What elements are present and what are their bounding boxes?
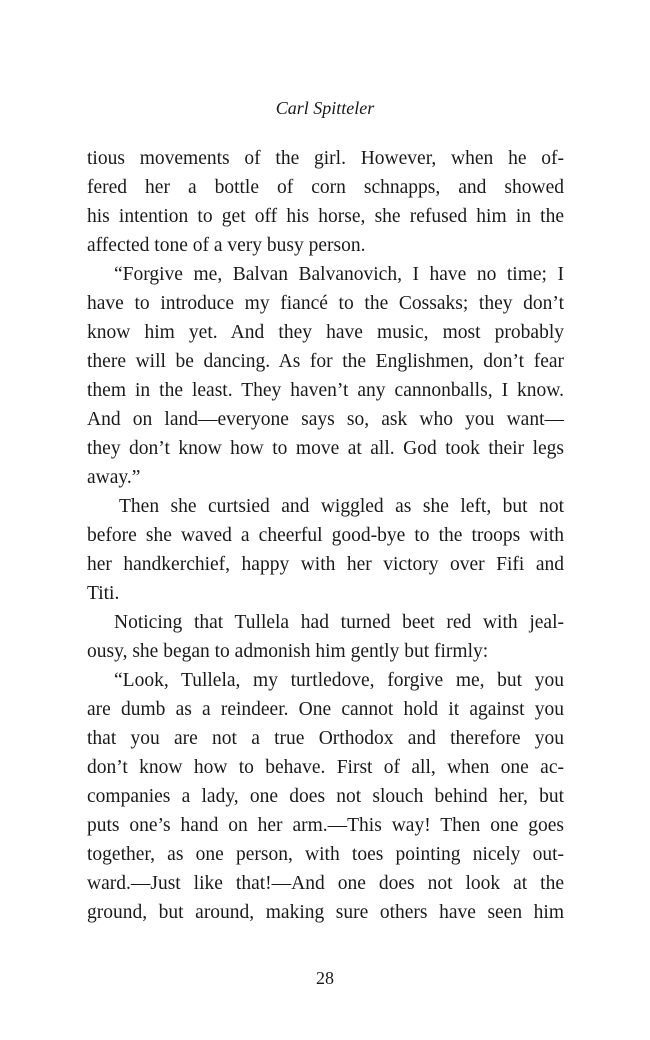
text-line: puts one’s hand on her arm.—This way! Then one goes	[87, 815, 564, 836]
text-line: her handkerchief, happy with her victory over Fifi and	[87, 554, 564, 575]
text-line: there will be dancing. As for the Englishmen, don’t fear	[87, 351, 564, 372]
text-line: have to introduce my fiancé to the Cossaks; they don’t	[87, 293, 564, 314]
paragraph-first-line: Noticing that Tullela had turned beet red with jeal-	[114, 612, 564, 633]
text-line: know him yet. And they have music, most probably	[87, 322, 564, 343]
paragraph-first-line: Then she curtsied and wiggled as she left, but not	[119, 496, 564, 517]
text-line: away.”	[87, 467, 141, 488]
text-line: them in the least. They haven’t any cannonballs, I know.	[87, 380, 564, 401]
text-line: ward.—Just like that!—And one does not look at the	[87, 873, 564, 894]
text-line: affected tone of a very busy person.	[87, 235, 366, 256]
page-number: 28	[316, 968, 334, 988]
text-line: ground, but around, making sure others have seen him	[87, 902, 564, 923]
text-line: fered her a bottle of corn schnapps, and showed	[87, 177, 564, 198]
text-line: together, as one person, with toes pointing nicely out-	[87, 844, 564, 865]
text-line: ousy, she began to admonish him gently but firmly:	[87, 641, 489, 662]
text-line: are dumb as a reindeer. One cannot hold it against you	[87, 699, 564, 720]
text-line: they don’t know how to move at all. God took their legs	[87, 438, 564, 459]
text-line: Titi.	[87, 583, 120, 604]
paragraph-first-line: “Look, Tullela, my turtledove, forgive me, but you	[114, 670, 564, 691]
running-header-author: Carl Spitteler	[275, 98, 375, 118]
text-line: before she waved a cheerful good-bye to the troops with	[87, 525, 564, 546]
text-line: his intention to get off his horse, she refused him in the	[87, 206, 564, 227]
body-text	[87, 144, 564, 927]
text-line: don’t know how to behave. First of all, when one ac-	[87, 757, 564, 778]
text-line: that you are not a true Orthodox and therefore you	[87, 728, 564, 749]
text-line: companies a lady, one does not slouch behind her, but	[87, 786, 564, 807]
text-line: tious movements of the girl. However, when he of-	[87, 148, 564, 169]
paragraph-first-line: “Forgive me, Balvan Balvanovich, I have no time; I	[114, 264, 564, 285]
text-line: And on land—everyone says so, ask who you want—	[87, 409, 564, 430]
